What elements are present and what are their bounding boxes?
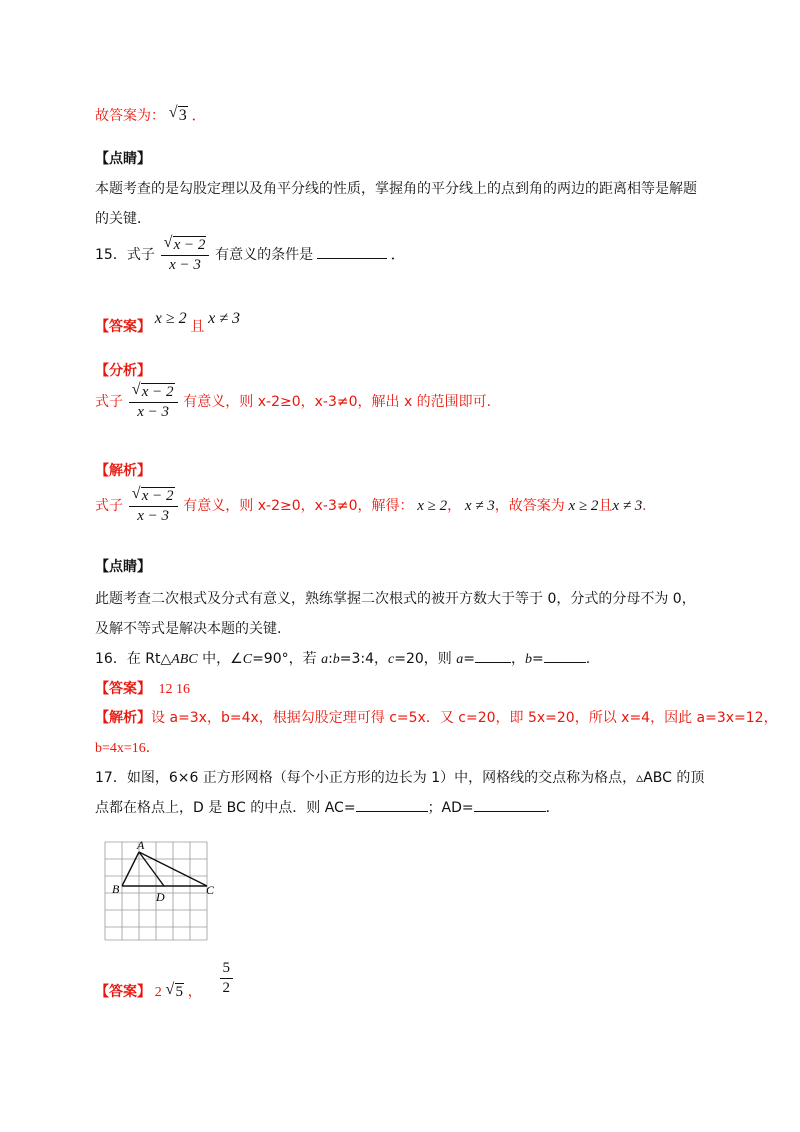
q17-answer-coef: 2 <box>154 984 162 1000</box>
q17-blank-ac <box>356 797 428 812</box>
q15-fenxi-pre: 式子 <box>95 393 123 410</box>
q17-line1: 17．如图，6×6 正方形网格（每个小正方形的边长为 1）中，网格线的交点称为格点，▵ABC 的顶 <box>95 770 705 786</box>
grid-figure <box>100 830 220 948</box>
prev-answer-line <box>95 104 207 125</box>
q15-text: 有意义的条件是 <box>215 246 314 263</box>
q16-question: 16．在 Rt△ABC 中，∠C=90°，若 a:b=3:4，c=20，则 a= ，b= . <box>95 648 590 668</box>
q15-jiexi: 式子 √ x − 2 x − 3 有意义，则 x-2≥0，x-3≠0，解得： x ≥ 2， x ≠ 3，故答案为 x ≥ 2且x ≠ 3. <box>95 485 647 524</box>
dianjing2-heading: 【点睛】 <box>95 559 151 575</box>
q15-jiexi-b: x ≠ 3 <box>464 497 495 514</box>
label-b: B <box>112 882 120 896</box>
q16-answer-tag: 【答案】 <box>95 681 151 697</box>
q16-jiexi-tag: 【解析】 <box>95 710 151 726</box>
q17-blank-ad <box>474 797 546 812</box>
q17-answer-comma: ， <box>187 984 202 1000</box>
q16-jiexi-line2: b=4x=16． <box>95 741 160 756</box>
label-c: C <box>206 883 215 897</box>
prev-answer-sqrt: √ 3 <box>168 104 187 124</box>
q15-tail: ． <box>390 246 406 263</box>
q16-jiexi-line1: 设 a=3x，b=4x，根据勾股定理可得 c=5x．又 c=20，即 5x=20，所以 x=4，因此 a=3x=12， <box>151 710 778 726</box>
q16-blank-a <box>475 648 511 663</box>
dianjing1-line2: 的关键． <box>95 211 151 227</box>
q15-answer <box>95 308 241 335</box>
prev-answer-tail: ． <box>191 108 207 124</box>
dianjing1-heading: 【点睛】 <box>95 151 151 167</box>
q17-answer-tag: 【答案】 <box>95 983 151 1000</box>
q15-answer-tag: 【答案】 <box>95 319 151 335</box>
label-a: A <box>137 838 145 852</box>
q15-answer-b: x ≠ 3 <box>208 310 241 327</box>
q15-fenxi-tag: 【分析】 <box>95 363 151 379</box>
q16-answer-value: 12 16 <box>158 682 190 697</box>
q15-jiexi-a: x ≥ 2 <box>417 497 448 514</box>
q15-question <box>95 234 406 274</box>
q16-blank-b <box>544 648 586 663</box>
q17-answer-sqrt: √ 5 <box>165 980 183 1000</box>
dianjing2-line1: 此题考查二次根式及分式有意义，熟练掌握二次根式的被开方数大于等于 0，分式的分母不为 0， <box>95 591 696 607</box>
triangle-abc <box>122 852 207 886</box>
q16-answer <box>95 678 190 698</box>
dianjing2-line2: 及解不等式是解决本题的关键. <box>95 621 282 637</box>
label-d: D <box>156 890 165 904</box>
q15-fenxi-text: 有意义，则 x-2≥0，x-3≠0，解出 x 的范围即可. <box>183 393 492 410</box>
q15-fenxi-fraction: √ x − 2 x − 3 <box>129 384 178 421</box>
q17-answer-fraction: $\frac{5}{2}$ <box>220 960 234 997</box>
q15-jiexi-text: 有意义，则 x-2≥0，x-3≠0，解得： <box>183 497 414 514</box>
q17-answer <box>95 960 235 1000</box>
q15-jiexi-text2: ，故答案为 <box>494 497 565 514</box>
q17-line2: 点都在格点上，D 是 BC 的中点．则 AC= ；AD= ． <box>95 797 560 817</box>
prev-answer-label: 故答案为： <box>95 108 165 124</box>
q15-jiexi-fraction: √ x − 2 x − 3 <box>129 488 178 525</box>
q15-answer-a: x ≥ 2 <box>154 310 187 327</box>
q15-jiexi-pre: 式子 <box>95 497 123 514</box>
q15-blank <box>317 244 387 259</box>
q15-fenxi <box>95 381 492 421</box>
q15-fraction: √ x − 2 x − 3 <box>161 237 210 274</box>
q15-number: 15．式子 <box>95 246 155 263</box>
q16-jiexi <box>95 707 778 727</box>
dianjing1-line1: 本题考查的是勾股定理以及角平分线的性质，掌握角的平分线上的点到角的两边的距离相等是解题 <box>95 181 697 197</box>
q15-jiexi-d: x ≠ 3 <box>612 497 643 514</box>
q15-jiexi-c: x ≥ 2 <box>568 497 599 514</box>
q15-answer-and: 且 <box>190 319 205 335</box>
q15-jiexi-tag: 【解析】 <box>95 463 151 479</box>
